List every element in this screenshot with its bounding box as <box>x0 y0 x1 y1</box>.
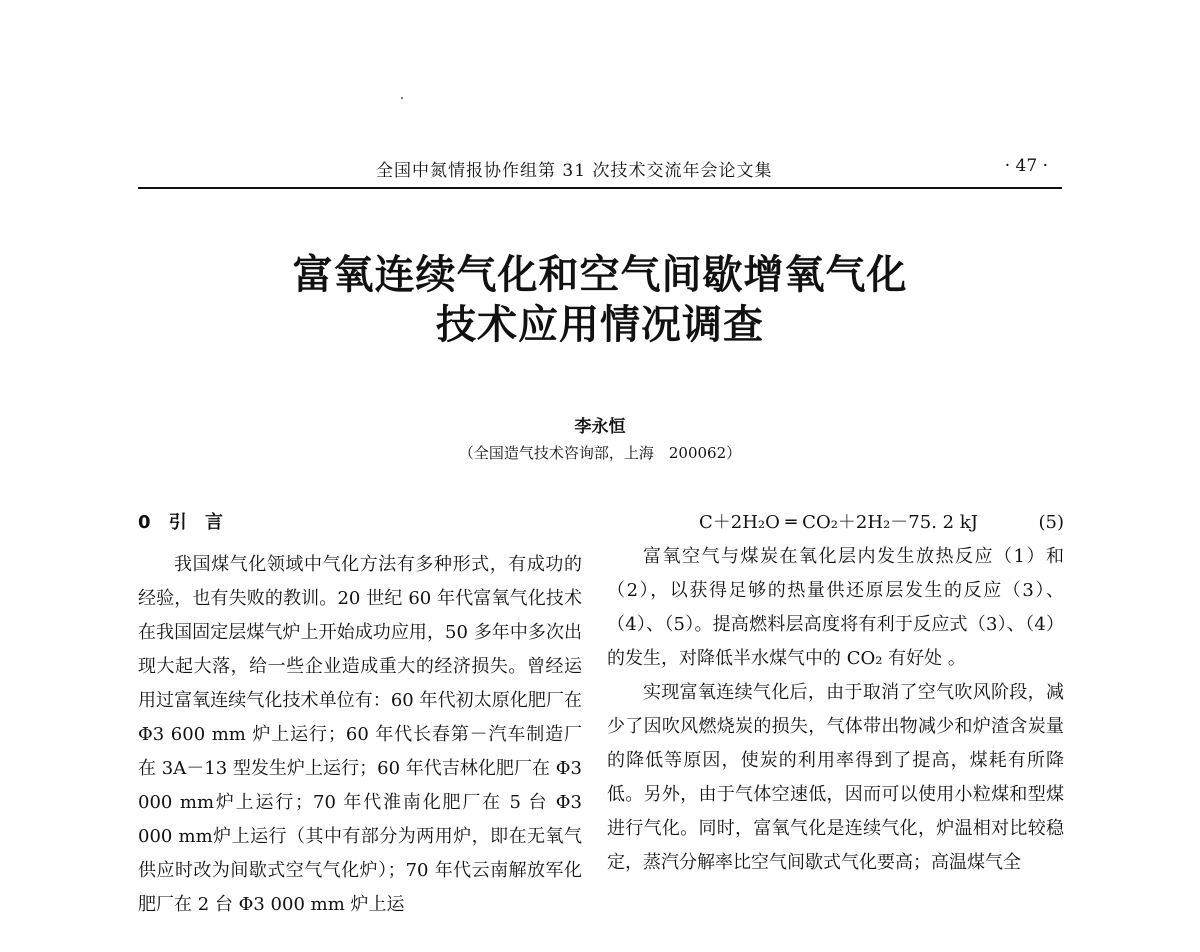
introduction-paragraph: 我国煤气化领域中气化方法有多种形式，有成功的经验，也有失败的教训。20 世纪 60 年代富氧气化技术在我国固定层煤气炉上开始成功应用，50 多年中多次出现大起大落，给一些企业造成重大的经济损失。曾经运用过富氧连续气化技术单位有：60 年代初太原化肥厂在 Φ3 600 mm 炉上运行；60 年代长春第－汽车制造厂在 3A－13 型发生炉上运行；60 年代吉林化肥厂在 Φ3 000 mm炉上运行；70 年代淮南化肥厂在 5 台 Φ3 000 mm炉上运行（其中有部分为两用炉，即在无氧气供应时改为间歇式空气气化炉）；70 年代云南解放军化肥厂在 2 台 Φ3 000 mm 炉上运 <box>138 554 582 915</box>
article-title <box>138 250 1062 350</box>
page-number: · 47 · <box>1004 156 1048 176</box>
left-column <box>138 508 582 922</box>
header-rule <box>138 187 1062 189</box>
title-line-1: 富氧连续气化和空气间歇增氧气化 <box>292 252 908 298</box>
equation-5 <box>607 508 1064 538</box>
title-line-2: 技术应用情况调查 <box>436 302 764 348</box>
equation-body: C＋2H₂O ═ CO₂＋2H₂－75. 2 kJ <box>699 512 978 533</box>
body-paragraph-2: 实现富氧连续气化后，由于取消了空气吹风阶段，减少了因吹风燃烧炭的损失，气体带出物减少和炉渣含炭量的降低等原因，使炭的利用率得到了提高，煤耗有所降低。另外，由于气体空速低，因而可以使用小粒煤和型煤进行气化。同时，富氧气化是连续气化，炉温相对比较稳定，蒸汽分解率比空气间歇式气化要高；高温煤气全 <box>607 682 1064 873</box>
author-name: 李永恒 <box>574 417 626 437</box>
equation-number: (5) <box>1038 512 1064 533</box>
body-paragraph-1: 富氧空气与煤炭在氧化层内发生放热反应（1）和（2），以获得足够的热量供还原层发生的反应（3）、（4）、（5）。提高燃料层高度将有利于反应式（3）、（4）的发生，对降低半水煤气中的 CO₂ 有好处 。 <box>607 546 1064 669</box>
author-affiliation: （全国造气技术咨询部，上海 200062） <box>458 444 742 462</box>
scan-speck <box>401 97 403 99</box>
section-heading-introduction: 0 引 言 <box>138 512 224 533</box>
running-title: 全国中氮情报协作组第 31 次技术交流年会论文集 <box>376 161 773 181</box>
page-header <box>138 150 1062 188</box>
right-column <box>607 508 1064 880</box>
